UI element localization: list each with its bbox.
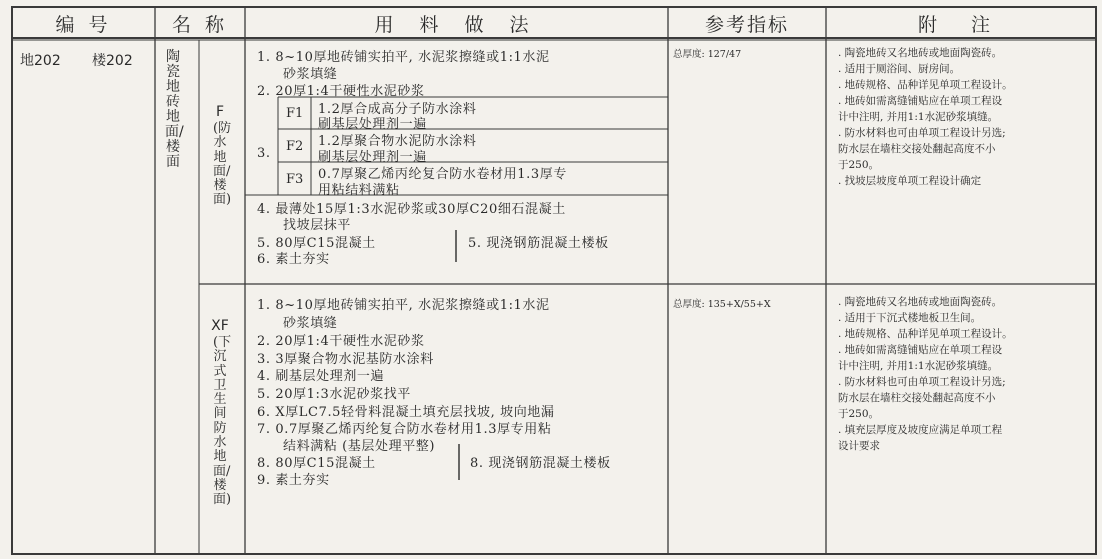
- xf-step-9: 9. 素土夯实: [257, 473, 330, 488]
- xf-step-8: 8. 80厚C15混凝土: [257, 456, 376, 471]
- f-note: 计中注明, 并用1:1水泥砂浆填缝。: [838, 111, 999, 123]
- f-note: . 地砖规格、品种详见单项工程设计。: [838, 79, 1013, 91]
- xf-note: . 地砖规格、品种详见单项工程设计。: [838, 328, 1013, 340]
- f-step-1: 1. 8~10厚地砖铺实拍平, 水泥浆擦缝或1:1水泥: [257, 50, 550, 65]
- xf-note: 设计要求: [838, 440, 880, 452]
- f3-line-1: 0.7厚聚乙烯丙纶复合防水卷材用1.3厚专: [318, 167, 567, 182]
- f-step-2: 2. 20厚1:4干硬性水泥砂浆: [257, 84, 425, 99]
- xf-step-7b: 结料满粘 (基层处理平整): [283, 439, 436, 454]
- f2-label: F2: [286, 139, 304, 154]
- f-note: 防水层在墙柱交接处翻起高度不小: [838, 143, 996, 155]
- xf-note: . 适用于下沉式楼地板卫生间。: [838, 312, 982, 324]
- f-step-4: 4. 最薄处15厚1:3水泥砂浆或30厚C20细石混凝土: [257, 202, 566, 217]
- header-ref: 参考指标: [704, 13, 789, 36]
- f-note: . 找坡层坡度单项工程设计确定: [838, 175, 982, 187]
- xf-note: 计中注明, 并用1:1水泥砂浆填缝。: [838, 360, 999, 372]
- xf-step-4: 4. 刷基层处理剂一遍: [257, 369, 385, 384]
- code-lou: 楼202: [92, 53, 133, 69]
- f-note: . 防水材料也可由单项工程设计另选;: [838, 127, 1006, 139]
- f-step-4b: 找坡层抹平: [283, 218, 352, 233]
- xf-note: . 陶瓷地砖又名地砖或地面陶瓷砖。: [838, 296, 1003, 308]
- xf-step-6: 6. X厚LC7.5轻骨料混凝土填充层找坡, 坡向地漏: [257, 405, 555, 420]
- header-method: 用 料 做 法: [374, 13, 539, 36]
- xf-step-2: 2. 20厚1:4干硬性水泥砂浆: [257, 334, 425, 349]
- f-step-5-alt: 5. 现浇钢筋混凝土楼板: [468, 236, 609, 251]
- f2-line-2: 刷基层处理剂一遍: [318, 150, 427, 165]
- variant-f-desc: (防水地面/楼面): [213, 121, 232, 208]
- xf-note: . 地砖如需离缝铺贴应在单项工程设: [838, 344, 1003, 356]
- f2-line-1: 1.2厚聚合物水泥防水涂料: [318, 134, 477, 149]
- header-code: 编 号: [55, 13, 112, 36]
- xf-step-5: 5. 20厚1:3水泥砂浆找平: [257, 387, 411, 402]
- header-note: 附 注: [917, 13, 1005, 36]
- xf-ref: 总厚度: 135+X/55+X: [673, 299, 771, 310]
- xf-note: . 填充层厚度及坡度应满足单项工程: [838, 424, 1003, 436]
- xf-step-1: 1. 8~10厚地砖铺实拍平, 水泥浆擦缝或1:1水泥: [257, 298, 550, 313]
- xf-step-1b: 砂浆填缝: [283, 316, 338, 331]
- xf-step-3: 3. 3厚聚合物水泥基防水涂料: [257, 352, 434, 367]
- f-note: . 适用于厕浴间、厨房间。: [838, 63, 961, 75]
- variant-f-code: F: [215, 104, 225, 120]
- f-note: . 地砖如需离缝铺贴应在单项工程设: [838, 95, 1003, 107]
- f-step-6: 6. 素土夯实: [257, 252, 330, 267]
- f-step-3-label: 3.: [257, 146, 271, 161]
- xf-note: . 防水材料也可由单项工程设计另选;: [838, 376, 1006, 388]
- entry-name: 陶瓷地砖地面/楼面: [165, 49, 184, 170]
- variant-xf-desc: (下沉式卫生间防水地面/楼面): [213, 335, 232, 508]
- f-step-5: 5. 80厚C15混凝土: [257, 236, 376, 251]
- xf-step-7: 7. 0.7厚聚乙烯丙纶复合防水卷材用1.3厚专用粘: [257, 422, 552, 437]
- xf-note: 于250。: [838, 408, 880, 420]
- variant-xf-code: XF: [211, 318, 229, 334]
- header-name: 名 称: [171, 13, 229, 36]
- f-ref: 总厚度: 127/47: [673, 49, 742, 60]
- code-di: 地202: [20, 53, 61, 69]
- f-note: 于250。: [838, 159, 880, 171]
- f-note: . 陶瓷地砖又名地砖或地面陶瓷砖。: [838, 47, 1003, 59]
- f1-line-2: 刷基层处理剂一遍: [318, 117, 427, 132]
- f3-line-2: 用粘结料满粘: [318, 183, 400, 198]
- xf-step-8-alt: 8. 现浇钢筋混凝土楼板: [470, 456, 611, 471]
- f1-label: F1: [286, 106, 304, 121]
- f1-line-1: 1.2厚合成高分子防水涂料: [318, 102, 477, 117]
- xf-note: 防水层在墙柱交接处翻起高度不小: [838, 392, 996, 404]
- f-step-1b: 砂浆填缝: [283, 67, 338, 82]
- f3-label: F3: [286, 172, 304, 187]
